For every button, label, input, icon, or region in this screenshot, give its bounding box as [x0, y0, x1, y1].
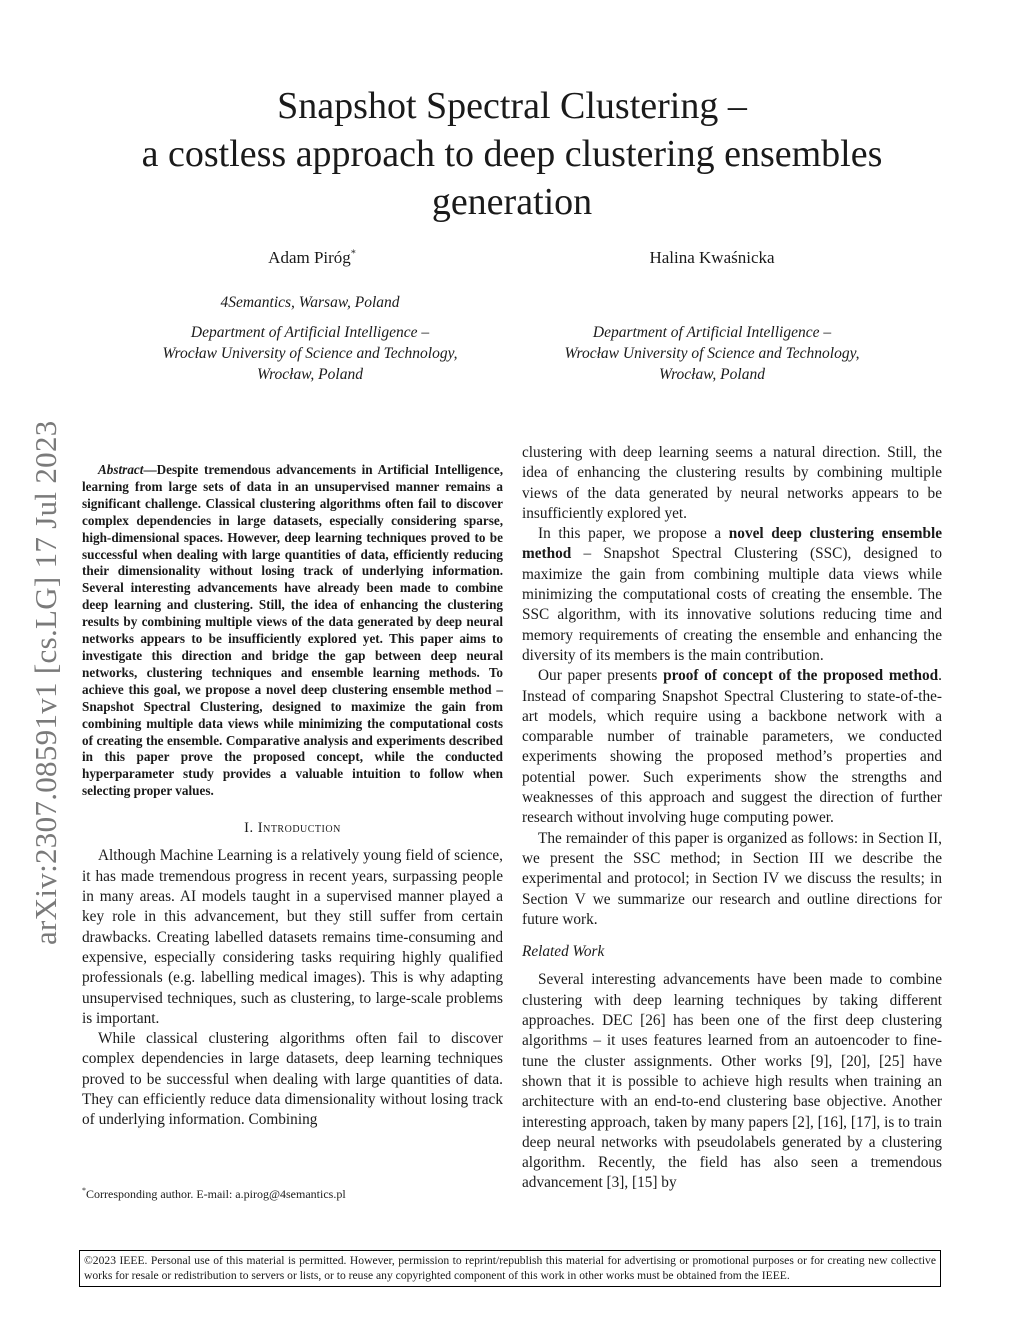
affiliation-left-line: Wrocław University of Science and Technology,: [162, 345, 458, 362]
affiliation-right: [524, 322, 900, 385]
section-number: I.: [244, 820, 258, 837]
arxiv-stamp: arXiv:2307.08591v1 [cs.LG] 17 Jul 2023: [28, 420, 63, 945]
body-paragraph: Several interesting advancements have been made to combine clustering with deep learning techniques by taking different approaches. DEC [26] has been one of the first deep clustering algorithms – it uses features learned from an autoencoder to fine-tune the cluster assignments. Other works [9], [20], [25] have shown that it is possible to achieve high results when training an architecture with an end-to-end clustering base objective. Another interesting approach, taken by many papers [2], [16], [17], is to train deep neural networks with pseudolabels generated by a clustering algorithm. Recently, the field has also seen a tremendous advancement [3], [15] by: [522, 971, 942, 1192]
title-line-1: Snapshot Spectral Clustering –: [277, 85, 747, 127]
text-run: – Snapshot Spectral Clustering (SSC), designed to maximize the gain from combining multiple data views while minimizing the computational costs of creating the ensemble. The SSC algorithm, with its innovative solutions reducing time and memory requirements of creating the ensemble and enhancing the diversity of its members is the main contribution.: [522, 545, 942, 664]
emphasis-text: novel deep clustering ensemble method: [522, 525, 942, 563]
title-line-2: a costless approach to deep clustering ensembles: [141, 133, 883, 175]
emphasis-text: proof of concept of the proposed method: [663, 667, 939, 685]
text-run: In this paper, we propose a: [538, 525, 729, 543]
author-2-name: Halina Kwaśnicka: [649, 248, 775, 267]
intro-paragraph: While classical clustering algorithms often fail to discover complex dependencies in large datasets, deep learning techniques proved to be successful when dealing with large quantities of data. They can efficiently reduce data dimensionality without losing track of underlying information. Combining: [82, 1030, 503, 1129]
affiliation-right-line: Department of Artificial Intelligence –: [592, 324, 832, 341]
footnote-mark: *: [82, 1186, 86, 1195]
abstract-label: Abstract: [98, 462, 144, 477]
subsection-heading-related-work: Related Work: [522, 943, 605, 961]
affiliation-left-line: Wrocław, Poland: [257, 366, 363, 383]
author-1: [212, 248, 412, 268]
right-column: [522, 443, 942, 1194]
body-paragraph: The remainder of this paper is organized as follows: in Section II, we present the SSC method; in Section III we describe the experimental and protocol; in Section IV we discuss the results; in Section V we summarize our research and outline directions for future work.: [522, 829, 942, 928]
footnote-text: Corresponding author. E-mail: a.pirog@4semantics.pl: [86, 1187, 346, 1201]
section-heading-introduction: [82, 818, 503, 838]
affiliation-right-line: Wrocław University of Science and Technology,: [564, 345, 860, 362]
left-column: [82, 462, 503, 1131]
section-title: Introduction: [257, 820, 341, 837]
affiliation-left: [122, 322, 498, 385]
author-2: [612, 248, 812, 268]
intro-paragraph: Although Machine Learning is a relatively young field of science, it has made tremendous progress in recent years, surpassing people in many areas. AI models taught in a supervised manner played a key role in this advancement, but they still suffer from certain drawbacks. Creating labelled datasets remains time-consuming and expensive, especially considering tasks requiring highly qualified professionals (e.g. labelling medical images). This is why adapting unsupervised techniques, such as clustering, to large-scale problems is important.: [82, 847, 503, 1027]
abstract: [82, 462, 503, 800]
affiliation-right-line: Wrocław, Poland: [659, 366, 765, 383]
body-paragraph: [522, 666, 942, 828]
copyright-notice: ©2023 IEEE. Personal use of this material is permitted. However, permission to reprint/republish this material for advertising or promotional purposes or for creating new collective works for resale or redistribution to servers or lists, or to reuse any copyrighted component of this work in other works must be obtained from the IEEE.: [79, 1250, 941, 1287]
affiliation-company-text: 4Semantics, Warsaw, Poland: [220, 294, 400, 311]
author-1-mark: *: [350, 248, 356, 260]
footnote: [82, 1186, 346, 1202]
affiliation-left-line: Department of Artificial Intelligence –: [190, 324, 430, 341]
author-1-name: Adam Piróg: [268, 248, 351, 267]
title-line-3: generation: [431, 181, 593, 223]
text-run: Our paper presents: [538, 667, 664, 685]
body-paragraph: clustering with deep learning seems a natural direction. Still, the idea of enhancing the clustering results by combining multiple views of the data generated by neural networks appears to be insufficiently explored yet.: [522, 444, 942, 522]
affiliation-company: [160, 292, 460, 313]
abstract-text: —Despite tremendous advancements in Artificial Intelligence, learning from large sets of data in an unsupervised manner remains a significant challenge. Classical clustering algorithms often fail to discover complex dependencies in large datasets, especially considering sparse, high-dimensional spaces. However, deep learning techniques proved to be successful when dealing with large quantities of data, efficiently reducing their dimensionality without losing track of underlying information. Several interesting advancements have already been made to combine deep learning and clustering. Still, the idea of enhancing the clustering results by combining multiple views of the data generated by deep neural networks appears to be insufficiently explored yet. This paper aims to investigate this direction and bridge the gap between deep neural networks, clustering techniques and ensemble learning methods. To achieve this goal, we propose a novel deep clustering ensemble method – Snapshot Spectral Clustering, designed to maximize the gain from combining multiple data views while minimizing the computational costs of creating the ensemble. Comparative analysis and experiments described in this paper prove the proposed concept, while the conducted hyperparameter study provides a valuable intuition to follow when selecting proper values.: [82, 462, 503, 799]
paper-title: [60, 82, 964, 226]
text-run: . Instead of comparing Snapshot Spectral Clustering to state-of-the-art models, which require using a backbone network with a comparable number of trainable parameters, we conducted experiments showing the proposed method’s properties and potential power. Such experiments show the strengths and weaknesses of this approach and suggest the direction of further research without involving huge computing power.: [522, 667, 942, 827]
body-paragraph: [522, 524, 942, 666]
